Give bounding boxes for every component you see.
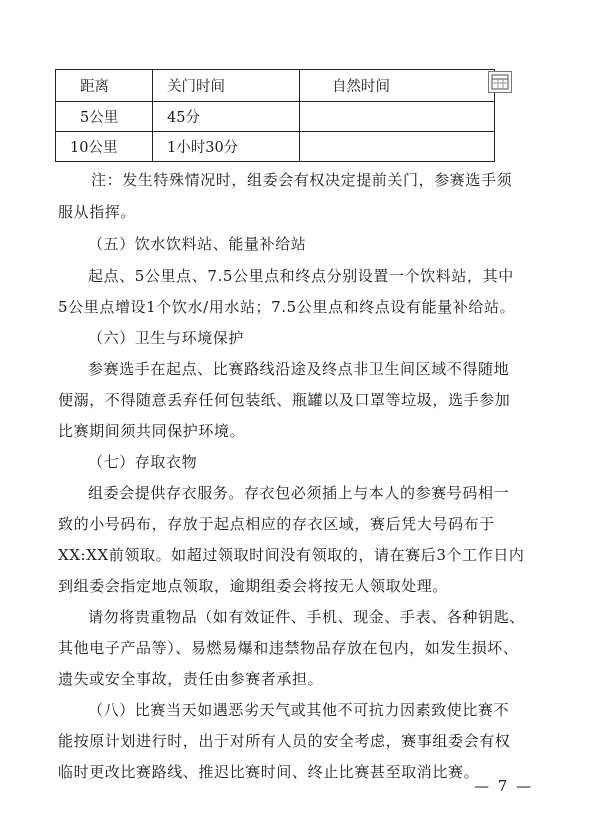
table-row [56,102,495,132]
note-line: 注：发生特殊情况时，组委会有权决定提前关门，参赛选手须 [91,171,513,189]
paragraph-line: 组委会提供存衣服务。存衣包必须插上与本人的参赛号码相一 [88,484,510,502]
paragraph-line: 能按原计划进行时，出于对所有人员的安全考虑，赛事组委会有权 [58,732,511,750]
header-closing-time: 关门时间 [153,70,300,102]
table-cell: 1小时30分 [153,132,300,162]
paragraph-line: 到组委会指定地点领取，逾期组委会将按无人领取处理。 [58,577,449,595]
table-row [56,132,495,162]
section-heading: （八）比赛当天如遇恶劣天气或其他不可抗力因素致使比赛不 [88,701,510,719]
table-cell: 10公里 [56,132,153,162]
paragraph-line: 起点、5公里点、7.5公里点和终点分别设置一个饮料站，其中 [88,267,514,285]
paragraph-line: 遗失或安全事故，责任由参赛者承担。 [58,670,324,688]
page-number: — 7 — [474,777,534,795]
closing-time-table [55,69,495,162]
table-cell [300,132,495,162]
table-cell: 45分 [153,102,300,132]
paragraph-line: 5公里点增设1个饮水/用水站；7.5公里点和终点设有能量补给站。 [58,298,516,316]
section-heading: （六）卫生与环境保护 [88,329,245,347]
table-cell: 5公里 [56,102,153,132]
table-header-row [56,70,495,102]
header-natural-time: 自然时间 [300,70,495,102]
paragraph-line: 其他电子产品等）、易燃易爆和违禁物品存放在包内，如发生损坏、 [58,639,519,657]
header-distance: 距离 [56,70,153,102]
paragraph-line: 致的小号码布，存放于起点相应的存衣区域，赛后凭大号码布于 [58,515,495,533]
table-window-icon[interactable] [488,71,512,93]
paragraph-line: 参赛选手在起点、比赛路线沿途及终点非卫生间区域不得随地 [88,360,510,378]
paragraph-line: 临时更改比赛路线、推迟比赛时间、终止比赛甚至取消比赛。 [58,763,480,781]
paragraph-line: XX:XX前领取。如超过领取时间没有领取的，请在赛后3个工作日内 [58,546,525,564]
paragraph-line: 比赛期间须共同保护环境。 [58,422,246,440]
section-heading: （七）存取衣物 [88,453,198,471]
section-heading: （五）饮水饮料站、能量补给站 [88,235,307,253]
table-cell [300,102,495,132]
paragraph-line: 便溺，不得随意丢弃任何包装纸、瓶罐以及口罩等垃圾，选手参加 [58,391,511,409]
paragraph-line: 请勿将贵重物品（如有效证件、手机、现金、手表、各种钥匙、 [88,608,525,626]
note-line: 服从指挥。 [58,203,137,221]
